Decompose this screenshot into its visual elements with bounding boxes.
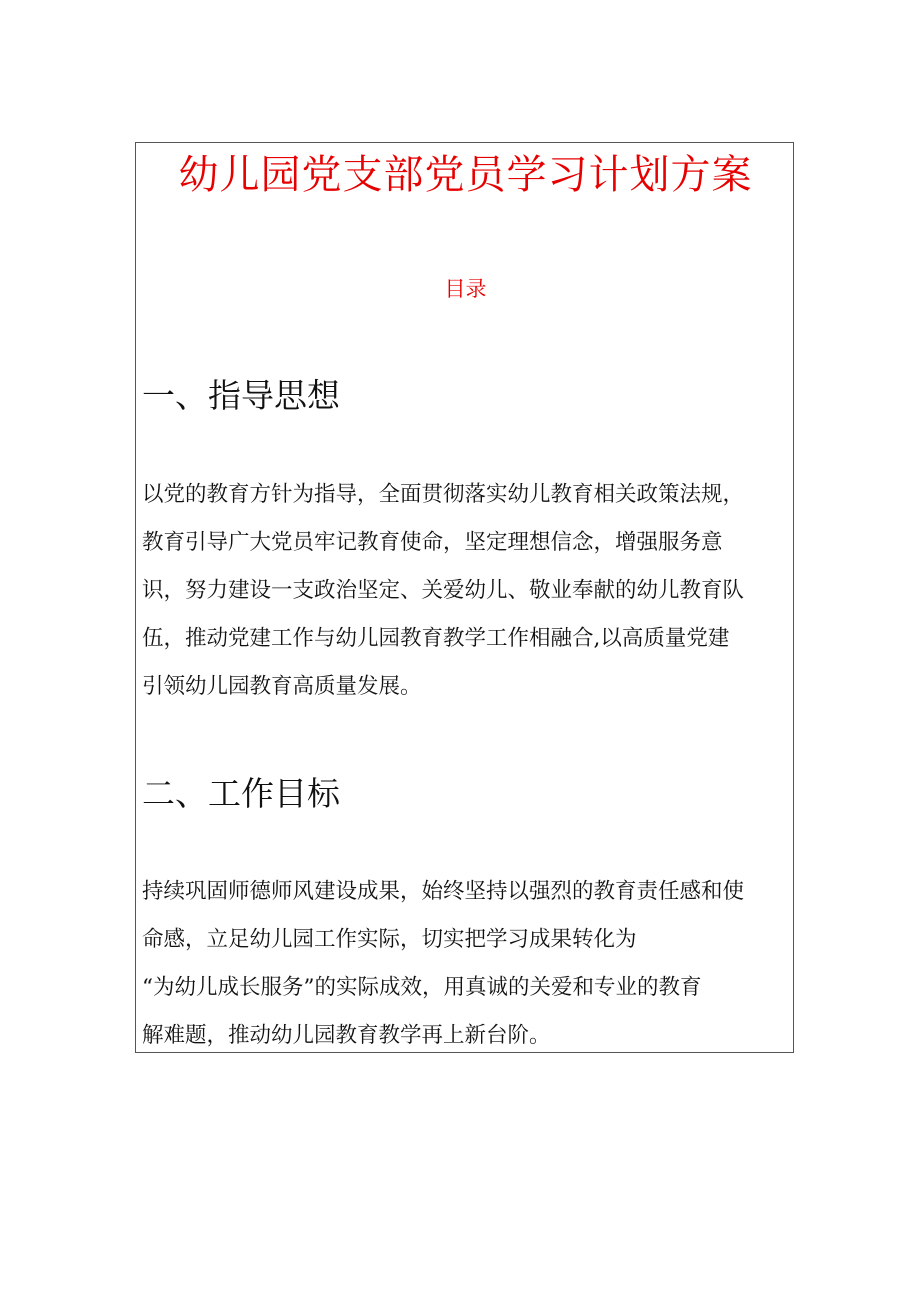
paragraph-line: 以党的教育方针为指导，全面贯彻落实幼儿教育相关政策法规，: [142, 482, 745, 507]
toc-label: 目录: [444, 277, 487, 301]
paragraph-line: 识，努力建设一支政治坚定、关爱幼儿、敬业奉献的幼儿教育队: [142, 578, 745, 603]
document-title: 幼儿园党支部党员学习计划方案: [178, 152, 753, 198]
paragraph-line: 解难题，推动幼儿园教育教学再上新台阶。: [142, 1023, 551, 1048]
paragraph-line: 持续巩固师德师风建设成果，始终坚持以强烈的教育责任感和使: [142, 879, 745, 904]
paragraph-line: 引领幼儿园教育高质量发展。: [142, 674, 422, 699]
paragraph-line: “为幼儿成长服务”的实际成效，用真诚的关爱和专业的教育: [142, 975, 702, 1000]
paragraph-line: 教育引导广大党员牢记教育使命，坚定理想信念，增强服务意: [142, 530, 723, 555]
section-heading-work-goals: 二、工作目标: [142, 774, 340, 813]
paragraph-line: 命感，立足幼儿园工作实际，切实把学习成果转化为: [142, 927, 637, 952]
section-heading-guiding-ideology: 一、指导思想: [142, 376, 340, 415]
document-frame: [135, 142, 794, 1053]
paragraph-line: 伍，推动党建工作与幼儿园教育教学工作相融合,以高质量党建: [142, 626, 730, 651]
